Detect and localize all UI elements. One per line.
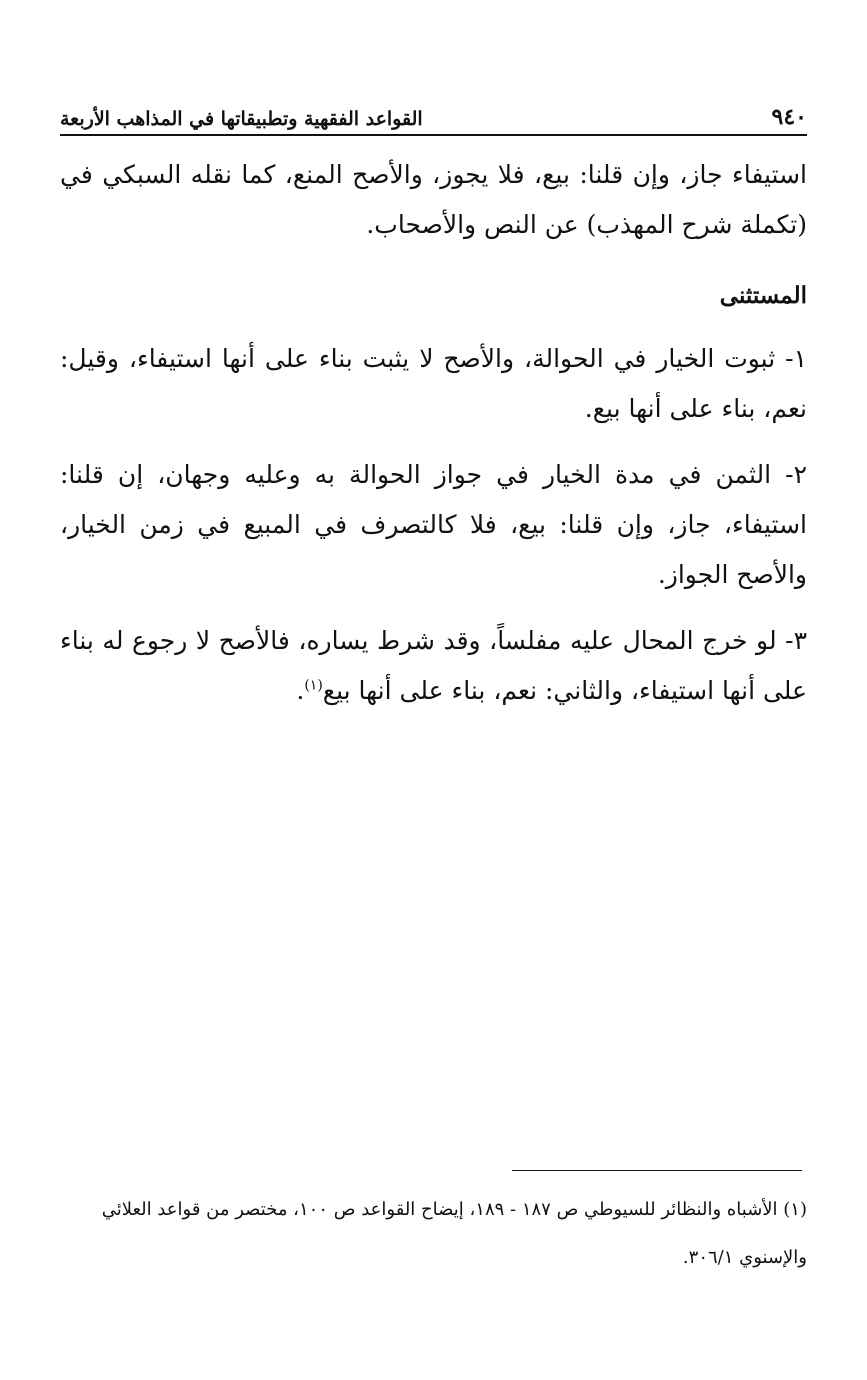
exception-item-1: ١- ثبوت الخيار في الحوالة، والأصح لا يثبت بناء على أنها استيفاء، وقيل: نعم، بناء على أنها بيع. [60, 344, 807, 423]
exception-item-3-text: ٣- لو خرج المحال عليه مفلساً، وقد شرط يساره، فالأصح لا رجوع له بناء على أنها استيفاء، والثاني: نعم، بناء على أنها بيع [60, 626, 807, 705]
page-body [60, 150, 807, 716]
footnote-separator [512, 1170, 802, 1171]
exception-item-3 [60, 616, 807, 716]
running-title: القواعد الفقهية وتطبيقاتها في المذاهب الأربعة [60, 108, 423, 130]
exception-item-3-end: . [296, 676, 305, 705]
footnote: (١) الأشباه والنظائر للسيوطي ص ١٨٧ - ١٨٩، إيضاح القواعد ص ١٠٠، مختصر من قواعد العلائي والإسنوي ٣٠٦/١. [101, 1199, 807, 1268]
page-number: ٩٤٠ [771, 104, 807, 130]
intro-paragraph: استيفاء جاز، وإن قلنا: بيع، فلا يجوز، والأصح المنع، كما نقله السبكي في (تكملة شرح المهذب) عن النص والأصحاب. [60, 160, 807, 239]
footnote-marker: (١) [304, 677, 323, 694]
exception-item-2: ٢- الثمن في مدة الخيار في جواز الحوالة به وعليه وجهان، إن قلنا: استيفاء، جاز، وإن قلنا: بيع، فلا كالتصرف في المبيع في زمن الخيار، والأصح الجواز. [60, 460, 807, 589]
page-header [60, 96, 807, 136]
section-heading: المستثنى [719, 282, 807, 309]
